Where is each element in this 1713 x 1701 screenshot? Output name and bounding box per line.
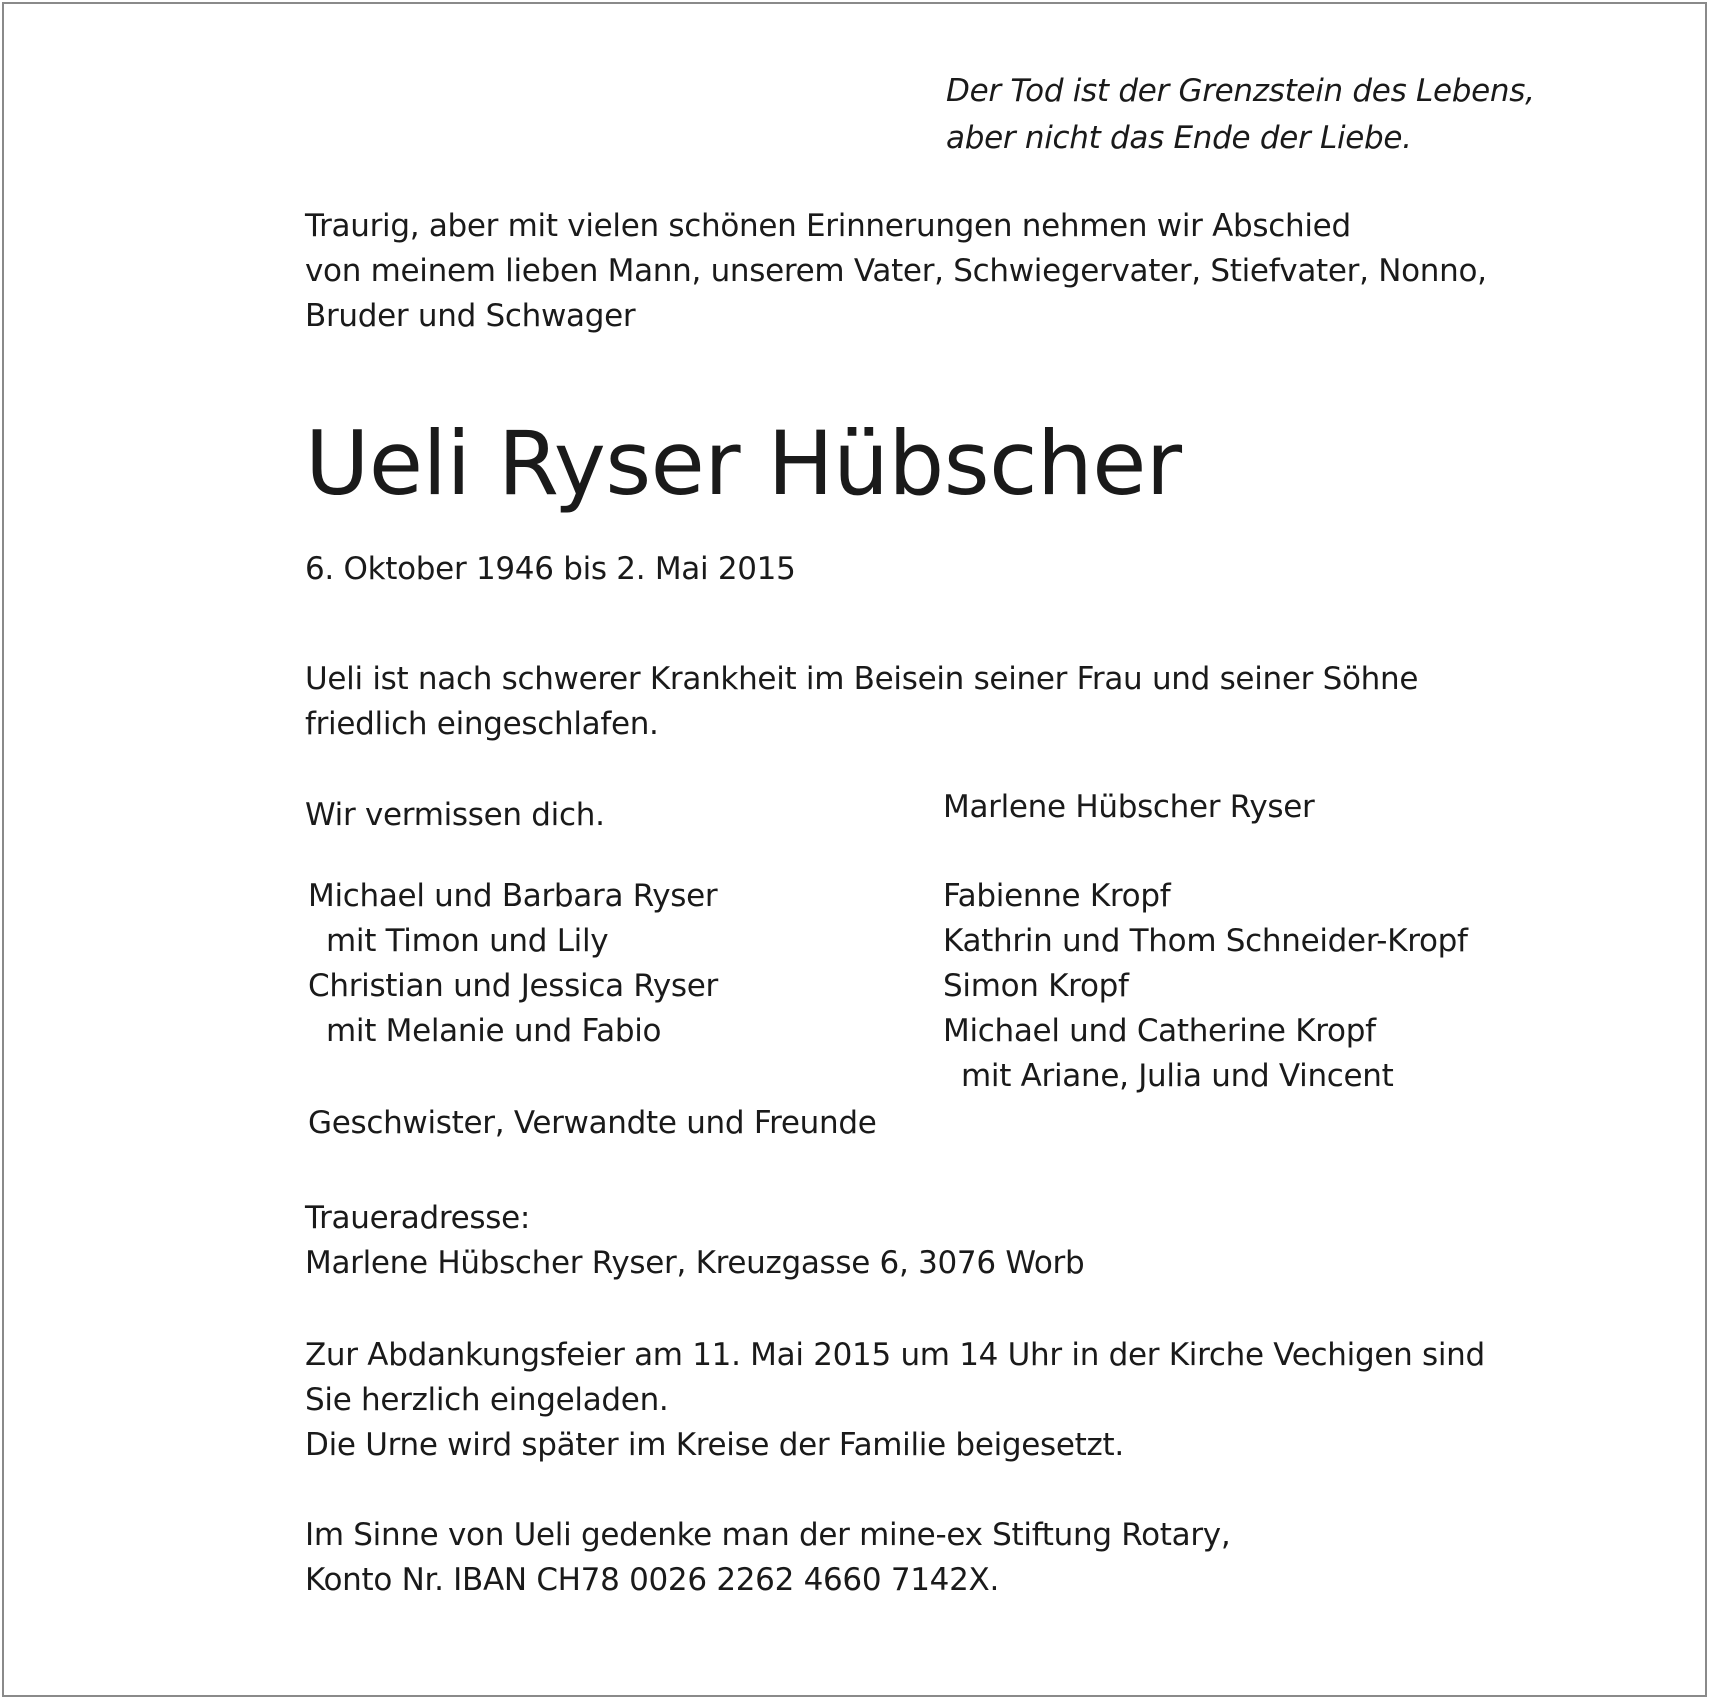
quote-line: Der Tod ist der Grenzstein des Lebens, bbox=[946, 73, 1535, 109]
intro-line: Bruder und Schwager bbox=[305, 298, 636, 334]
life-dates: 6. Oktober 1946 bis 2. Mai 2015 bbox=[305, 551, 796, 587]
family-member: mit Melanie und Fabio bbox=[326, 1013, 662, 1049]
donation-line: Im Sinne von Ueli gedenke man der mine-ex Stiftung Rotary, bbox=[305, 1517, 1231, 1553]
address-label: Traueradresse: bbox=[305, 1200, 531, 1236]
donation-line: Konto Nr. IBAN CH78 0026 2262 4660 7142X. bbox=[305, 1562, 1000, 1598]
left-family-list bbox=[308, 874, 718, 1054]
deceased-name: Ueli Ryser Hübscher bbox=[305, 412, 1182, 515]
family-member: Michael und Barbara Ryser bbox=[308, 878, 718, 914]
ceremony-line: Sie herzlich eingeladen. bbox=[305, 1382, 669, 1418]
intro-line: von meinem lieben Mann, unserem Vater, Schwiegervater, Stiefvater, Nonno, bbox=[305, 253, 1487, 289]
mourning-address bbox=[305, 1196, 1084, 1286]
circumstance-line: friedlich eingeschlafen. bbox=[305, 706, 659, 742]
family-member: Simon Kropf bbox=[943, 968, 1129, 1004]
miss-you-text: Wir vermissen dich. bbox=[305, 797, 605, 833]
family-member: Fabienne Kropf bbox=[943, 878, 1171, 914]
ceremony-line: Zur Abdankungsfeier am 11. Mai 2015 um 14 Uhr in der Kirche Vechigen sind bbox=[305, 1337, 1485, 1373]
intro-line: Traurig, aber mit vielen schönen Erinnerungen nehmen wir Abschied bbox=[305, 208, 1351, 244]
donation-paragraph bbox=[305, 1513, 1230, 1603]
family-member: Kathrin und Thom Schneider-Kropf bbox=[943, 923, 1468, 959]
family-member: mit Ariane, Julia und Vincent bbox=[961, 1058, 1394, 1094]
address-value: Marlene Hübscher Ryser, Kreuzgasse 6, 3076 Worb bbox=[305, 1245, 1085, 1281]
circumstance-paragraph bbox=[305, 657, 1418, 747]
intro-paragraph bbox=[305, 204, 1487, 339]
ceremony-line: Die Urne wird später im Kreise der Familie beigesetzt. bbox=[305, 1427, 1124, 1463]
right-family-list bbox=[943, 874, 1468, 1099]
family-member: Christian und Jessica Ryser bbox=[308, 968, 718, 1004]
quote-line: aber nicht das Ende der Liebe. bbox=[946, 120, 1412, 156]
relatives-text: Geschwister, Verwandte und Freunde bbox=[308, 1105, 877, 1141]
circumstance-line: Ueli ist nach schwerer Krankheit im Beisein seiner Frau und seiner Söhne bbox=[305, 661, 1419, 697]
ceremony-paragraph bbox=[305, 1333, 1485, 1468]
family-member: mit Timon und Lily bbox=[326, 923, 609, 959]
epitaph-quote bbox=[946, 68, 1535, 162]
spouse-name: Marlene Hübscher Ryser bbox=[943, 789, 1315, 825]
family-member: Michael und Catherine Kropf bbox=[943, 1013, 1376, 1049]
